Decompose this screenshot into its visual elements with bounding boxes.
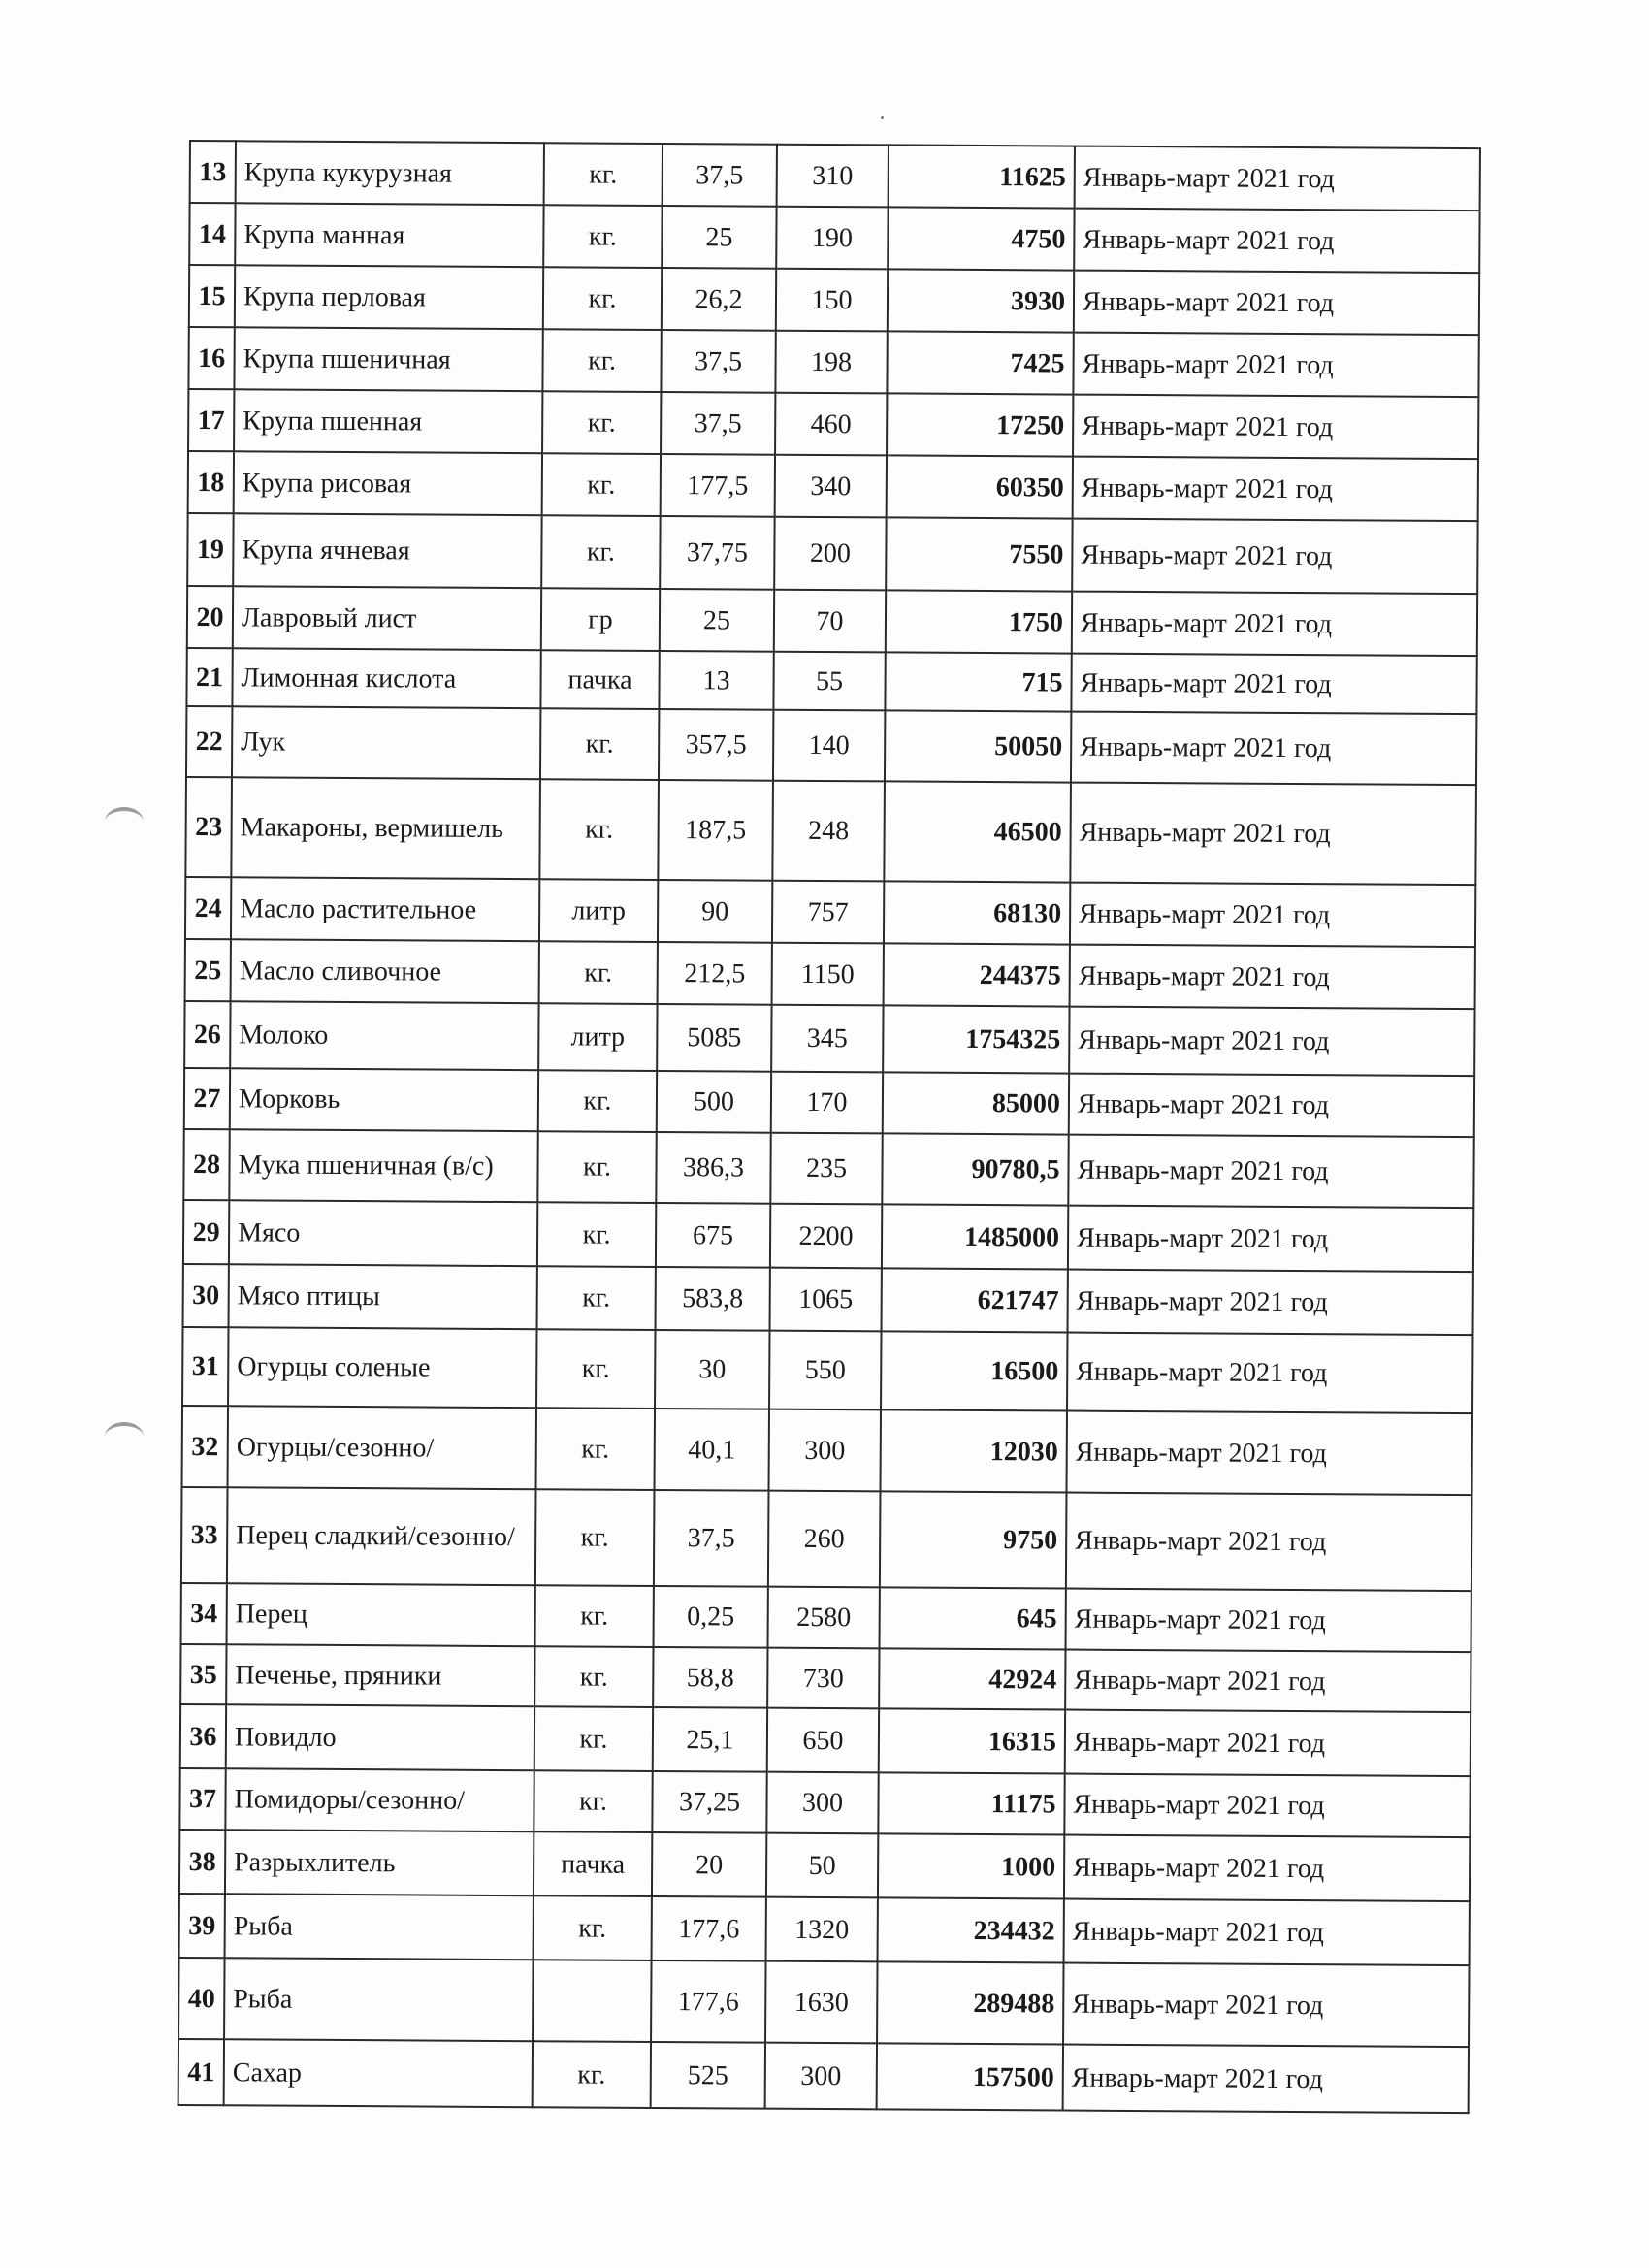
quantity-cell: 26,2 <box>662 268 776 331</box>
sum-cell: 7550 <box>886 517 1072 591</box>
sum-cell: 244375 <box>884 943 1070 1006</box>
row-number: 40 <box>178 1958 225 2039</box>
row-number: 23 <box>185 777 232 877</box>
table-row <box>182 1327 1472 1413</box>
row-number: 20 <box>187 586 233 648</box>
period-cell: Январь-март 2021 год <box>1074 271 1479 336</box>
period-cell: Январь-март 2021 год <box>1074 209 1479 274</box>
row-number: 36 <box>180 1704 226 1768</box>
sum-cell: 621747 <box>882 1268 1068 1332</box>
price-cell: 198 <box>775 331 887 394</box>
unit-cell: кг. <box>534 1770 652 1832</box>
row-number: 17 <box>188 389 234 451</box>
price-cell: 190 <box>776 207 888 270</box>
period-cell: Январь-март 2021 год <box>1064 1774 1470 1838</box>
quantity-cell: 177,6 <box>652 1896 766 1961</box>
product-name: Помидоры/сезонно/ <box>225 1768 534 1831</box>
row-number: 33 <box>181 1487 228 1583</box>
period-cell: Январь-март 2021 год <box>1072 519 1477 595</box>
product-name: Лавровый лист <box>233 586 541 650</box>
sum-cell: 4750 <box>888 207 1074 270</box>
product-name: Крупа пшенная <box>234 389 542 453</box>
row-number: 34 <box>181 1583 227 1644</box>
product-name: Крупа ячневая <box>233 513 541 588</box>
quantity-cell: 25 <box>660 589 774 652</box>
sum-cell: 85000 <box>883 1072 1069 1134</box>
row-number: 29 <box>183 1200 229 1264</box>
table-row <box>189 203 1479 273</box>
table-row <box>188 451 1478 521</box>
table-row <box>189 265 1479 335</box>
table-row <box>188 327 1478 397</box>
period-cell: Январь-март 2021 год <box>1063 2045 1469 2114</box>
table-row <box>185 777 1476 885</box>
quantity-cell: 187,5 <box>658 780 773 881</box>
price-cell: 70 <box>774 590 886 653</box>
product-name: Лимонная кислота <box>232 648 540 708</box>
price-cell: 50 <box>766 1833 878 1898</box>
period-cell: Январь-март 2021 год <box>1069 1007 1474 1077</box>
quantity-cell: 37,5 <box>654 1490 769 1587</box>
unit-cell: гр <box>541 588 660 651</box>
product-name: Лук <box>232 706 540 779</box>
products-table <box>178 140 1481 2114</box>
unit-cell: кг. <box>535 1585 654 1647</box>
quantity-cell: 0,25 <box>654 1586 768 1648</box>
product-name: Крупа рисовая <box>234 451 542 515</box>
unit-cell: кг. <box>534 1895 652 1960</box>
quantity-cell: 500 <box>657 1071 771 1133</box>
sum-cell: 3930 <box>888 269 1074 332</box>
row-number: 27 <box>184 1068 230 1129</box>
table-row <box>179 1894 1470 1965</box>
product-name: Мясо птицы <box>229 1264 537 1329</box>
sum-cell: 12030 <box>881 1409 1068 1492</box>
product-name: Крупа пшеничная <box>234 327 542 391</box>
row-number: 28 <box>183 1129 229 1200</box>
quantity-cell: 25,1 <box>653 1707 767 1772</box>
unit-cell: кг. <box>540 708 659 780</box>
unit-cell: кг. <box>542 453 661 516</box>
sum-cell: 1000 <box>878 1833 1064 1898</box>
product-name: Сахар <box>224 2039 533 2107</box>
unit-cell <box>533 1960 652 2042</box>
product-name: Крупа манная <box>235 203 543 267</box>
row-number: 31 <box>182 1327 228 1406</box>
table-row <box>179 1768 1470 1837</box>
quantity-cell: 37,75 <box>660 516 774 590</box>
row-number: 30 <box>183 1264 229 1327</box>
quantity-cell: 675 <box>656 1203 770 1268</box>
unit-cell: кг. <box>534 1706 653 1771</box>
quantity-cell: 357,5 <box>659 709 773 781</box>
period-cell: Январь-март 2021 год <box>1073 333 1478 398</box>
sum-cell: 1485000 <box>882 1204 1068 1269</box>
quantity-cell: 583,8 <box>656 1267 770 1331</box>
table-row <box>182 1406 1472 1495</box>
row-number: 37 <box>179 1768 225 1830</box>
period-cell: Январь-март 2021 год <box>1070 945 1475 1010</box>
price-cell: 1065 <box>770 1268 882 1332</box>
table-row <box>188 389 1478 459</box>
table-row <box>184 1068 1474 1137</box>
period-cell: Январь-март 2021 год <box>1070 883 1475 948</box>
price-cell: 310 <box>777 145 889 208</box>
unit-cell: кг. <box>536 1329 655 1409</box>
sum-cell: 46500 <box>884 781 1071 882</box>
table-row <box>185 877 1475 947</box>
row-number: 25 <box>185 939 231 1001</box>
quantity-cell: 525 <box>651 2042 765 2109</box>
unit-cell: пачка <box>534 1831 652 1896</box>
row-number: 26 <box>184 1001 230 1068</box>
sum-cell: 715 <box>885 652 1071 711</box>
unit-cell: кг. <box>539 941 658 1004</box>
quantity-cell: 212,5 <box>658 942 772 1005</box>
price-cell: 300 <box>765 2043 877 2110</box>
period-cell: Январь-март 2021 год <box>1063 1963 1470 2048</box>
quantity-cell: 25 <box>662 206 776 269</box>
unit-cell: литр <box>538 1003 657 1071</box>
quantity-cell: 37,5 <box>661 330 775 393</box>
price-cell: 200 <box>774 517 886 591</box>
price-cell: 340 <box>775 455 887 518</box>
sum-cell: 11175 <box>878 1772 1064 1834</box>
row-number: 22 <box>186 706 232 777</box>
sum-cell: 645 <box>880 1587 1066 1649</box>
period-cell: Январь-март 2021 год <box>1069 1074 1474 1138</box>
price-cell: 460 <box>775 393 887 456</box>
unit-cell: кг. <box>534 1646 653 1707</box>
table-row <box>190 141 1480 211</box>
table-row <box>178 1958 1469 2047</box>
unit-cell: кг. <box>543 267 662 330</box>
sum-cell: 11625 <box>889 145 1075 208</box>
unit-cell: кг. <box>537 1202 656 1267</box>
sum-cell: 16315 <box>879 1708 1065 1773</box>
row-number: 39 <box>179 1894 225 1958</box>
price-cell: 1320 <box>766 1897 878 1962</box>
period-cell: Январь-март 2021 год <box>1065 1710 1471 1777</box>
sum-cell: 1754325 <box>883 1005 1069 1073</box>
table-row <box>183 1200 1473 1272</box>
price-cell: 260 <box>768 1491 881 1588</box>
sum-cell: 17250 <box>887 393 1073 456</box>
product-name: Масло растительное <box>231 877 539 941</box>
unit-cell: кг. <box>542 329 661 392</box>
quantity-cell: 90 <box>658 880 772 943</box>
punch-hole <box>105 807 144 836</box>
quantity-cell: 37,5 <box>663 144 777 207</box>
product-name: Крупа перловая <box>235 265 543 329</box>
quantity-cell: 177,5 <box>661 454 775 517</box>
table-body <box>178 141 1480 2113</box>
product-name: Рыба <box>224 1958 534 2041</box>
period-cell: Январь-март 2021 год <box>1075 146 1480 211</box>
table-row <box>178 2039 1469 2113</box>
table-row <box>187 513 1477 594</box>
unit-cell: кг. <box>536 1408 656 1490</box>
product-name: Перец <box>227 1583 535 1646</box>
quantity-cell: 58,8 <box>653 1647 767 1708</box>
row-number: 21 <box>186 648 232 706</box>
row-number: 16 <box>188 327 234 389</box>
table-row <box>183 1129 1473 1208</box>
quantity-cell: 37,25 <box>652 1771 766 1833</box>
period-cell: Январь-март 2021 год <box>1064 1899 1470 1966</box>
row-number: 13 <box>190 141 236 203</box>
quantity-cell: 13 <box>659 651 773 710</box>
price-cell: 345 <box>771 1005 883 1073</box>
table-row <box>186 706 1476 785</box>
row-number: 19 <box>187 513 233 586</box>
period-cell: Январь-март 2021 год <box>1066 1411 1472 1496</box>
period-cell: Январь-март 2021 год <box>1065 1650 1471 1713</box>
product-name: Молоко <box>230 1001 538 1070</box>
unit-cell: кг. <box>533 2041 651 2108</box>
quantity-cell: 386,3 <box>656 1132 770 1204</box>
product-name: Огурцы/сезонно/ <box>228 1406 537 1489</box>
product-name: Огурцы соленые <box>228 1327 536 1408</box>
unit-cell: кг. <box>544 143 663 206</box>
row-number: 24 <box>185 877 231 939</box>
sum-cell: 9750 <box>880 1491 1067 1588</box>
price-cell: 730 <box>767 1648 879 1709</box>
period-cell: Январь-март 2021 год <box>1068 1270 1473 1336</box>
table-row <box>179 1830 1470 1901</box>
period-cell: Январь-март 2021 год <box>1066 1589 1471 1653</box>
period-cell: Январь-март 2021 год <box>1068 1206 1473 1273</box>
period-cell: Январь-март 2021 год <box>1068 1135 1473 1209</box>
product-name: Крупа кукурузная <box>236 141 544 205</box>
period-cell: Январь-март 2021 год <box>1073 457 1478 522</box>
price-cell: 55 <box>773 652 885 711</box>
price-cell: 550 <box>769 1331 881 1410</box>
unit-cell: кг. <box>541 515 660 589</box>
unit-cell: кг. <box>537 1266 656 1330</box>
price-cell: 140 <box>773 710 885 782</box>
price-cell: 2200 <box>770 1204 882 1269</box>
period-cell: Январь-март 2021 год <box>1072 592 1477 657</box>
table-row <box>185 939 1475 1009</box>
table-row <box>187 586 1477 656</box>
price-cell: 248 <box>772 781 885 882</box>
table-row <box>181 1487 1472 1591</box>
quantity-cell: 20 <box>652 1832 766 1897</box>
unit-cell: кг. <box>542 391 661 454</box>
product-name: Разрыхлитель <box>225 1830 534 1895</box>
unit-cell: литр <box>539 879 658 942</box>
product-name: Мясо <box>229 1200 537 1266</box>
period-cell: Январь-март 2021 год <box>1067 1333 1472 1414</box>
sum-cell: 50050 <box>885 710 1071 782</box>
period-cell: Январь-март 2021 год <box>1070 783 1476 886</box>
product-name: Масло сливочное <box>231 939 539 1003</box>
price-cell: 150 <box>776 269 888 332</box>
table-row <box>183 1264 1473 1335</box>
price-cell: 1630 <box>765 1961 878 2044</box>
product-name: Рыба <box>225 1894 534 1960</box>
scan-speck <box>881 116 884 119</box>
unit-cell: кг. <box>537 1131 656 1203</box>
period-cell: Январь-март 2021 год <box>1071 712 1476 786</box>
sum-cell: 68130 <box>884 881 1070 944</box>
row-number: 14 <box>189 203 235 265</box>
period-cell: Январь-март 2021 год <box>1064 1835 1470 1902</box>
period-cell: Январь-март 2021 год <box>1073 395 1478 460</box>
product-name: Перец сладкий/сезонно/ <box>227 1487 536 1585</box>
price-cell: 235 <box>770 1133 882 1205</box>
quantity-cell: 5085 <box>657 1004 771 1072</box>
table-row <box>181 1583 1471 1652</box>
period-cell: Январь-март 2021 год <box>1066 1493 1472 1592</box>
sum-cell: 42924 <box>879 1648 1065 1709</box>
product-name: Макароны, вермишель <box>231 777 540 879</box>
row-number: 32 <box>182 1406 229 1487</box>
table-row <box>180 1644 1471 1712</box>
punch-hole <box>105 1422 144 1451</box>
sum-cell: 1750 <box>886 590 1072 653</box>
price-cell: 300 <box>769 1409 882 1492</box>
row-number: 41 <box>178 2039 224 2105</box>
unit-cell: кг. <box>539 779 659 880</box>
price-cell: 170 <box>771 1072 883 1134</box>
unit-cell: кг. <box>543 205 662 268</box>
row-number: 15 <box>189 265 235 327</box>
product-name: Мука пшеничная (в/с) <box>229 1129 537 1202</box>
price-cell: 757 <box>772 881 884 944</box>
sum-cell: 234432 <box>878 1897 1064 1962</box>
quantity-cell: 30 <box>655 1330 769 1409</box>
sum-cell: 7425 <box>887 331 1073 394</box>
price-cell: 650 <box>767 1708 879 1773</box>
price-cell: 2580 <box>768 1587 880 1649</box>
price-cell: 1150 <box>772 943 884 1006</box>
sum-cell: 90780,5 <box>882 1133 1068 1205</box>
quantity-cell: 40,1 <box>655 1409 770 1491</box>
sum-cell: 157500 <box>877 2043 1063 2110</box>
quantity-cell: 37,5 <box>661 392 775 455</box>
table-row <box>180 1704 1471 1776</box>
sum-cell: 16500 <box>881 1331 1067 1410</box>
table-row <box>186 648 1476 714</box>
sum-cell: 289488 <box>877 1961 1064 2044</box>
table-row <box>184 1001 1474 1076</box>
product-name: Повидло <box>226 1704 534 1770</box>
row-number: 18 <box>188 451 234 513</box>
product-name: Печенье, пряники <box>226 1644 534 1706</box>
quantity-cell: 177,6 <box>651 1960 766 2043</box>
row-number: 35 <box>180 1644 226 1704</box>
row-number: 38 <box>179 1830 225 1894</box>
product-name: Морковь <box>230 1068 538 1131</box>
unit-cell: кг. <box>538 1070 657 1132</box>
unit-cell: пачка <box>540 650 659 709</box>
period-cell: Январь-март 2021 год <box>1071 654 1476 715</box>
price-cell: 300 <box>766 1772 878 1834</box>
unit-cell: кг. <box>535 1489 655 1586</box>
sum-cell: 60350 <box>887 455 1073 518</box>
